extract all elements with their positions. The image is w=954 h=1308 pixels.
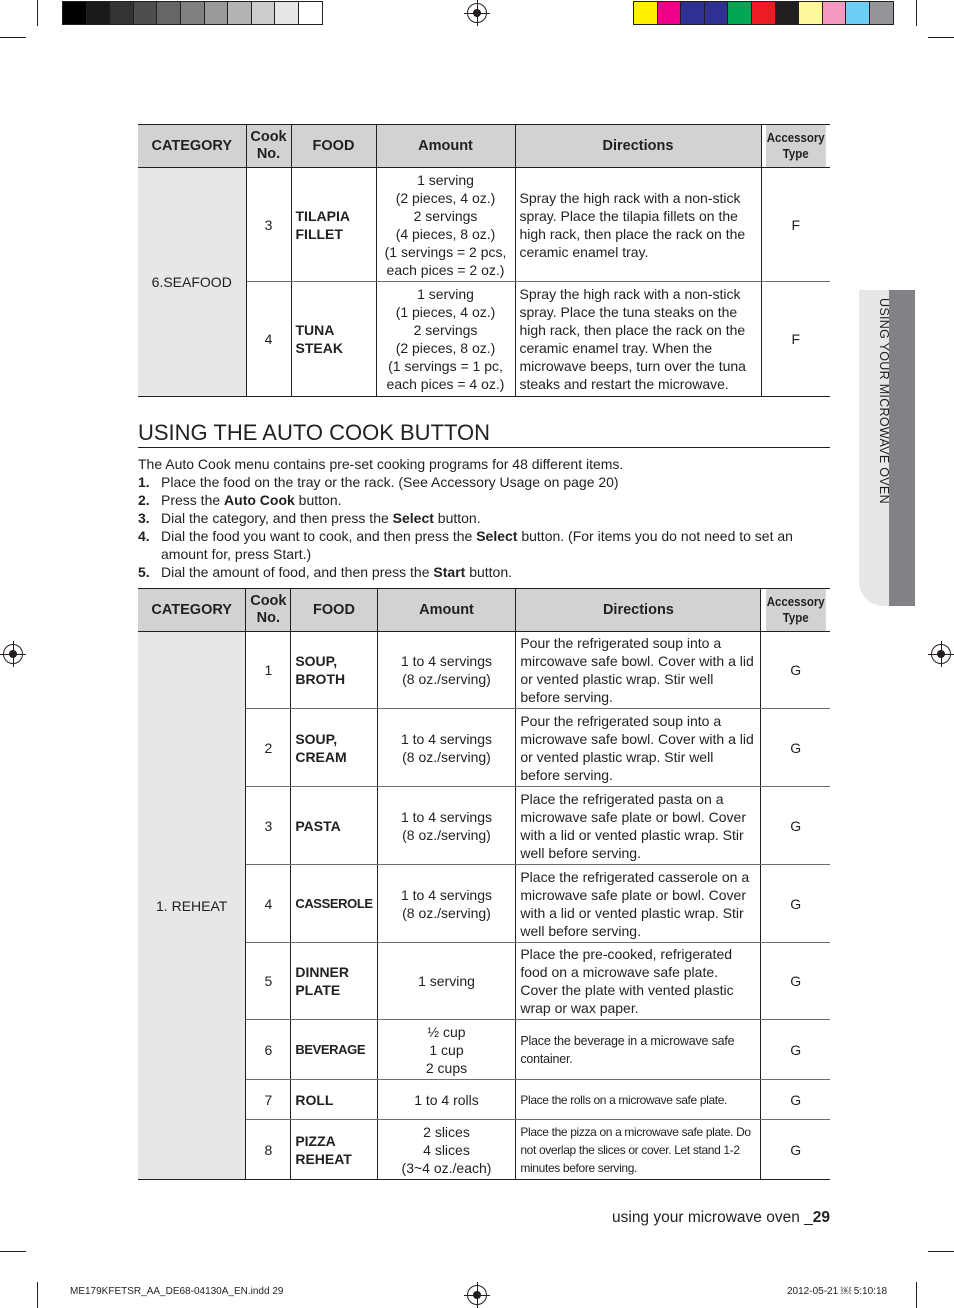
- directions-cell: Place the pre-cooked, refrigerated food on a microwave safe plate. Cover the plate with vented plastic wrap or wax paper.: [516, 943, 761, 1020]
- amount-cell: 2 slices 4 slices (3~4 oz./each): [377, 1120, 516, 1180]
- accessory-cell: G: [761, 943, 830, 1020]
- color-swatch: [87, 2, 111, 24]
- amount-cell: 1 serving: [377, 943, 516, 1020]
- registration-mark-icon: [467, 3, 487, 23]
- registration-mark-icon: [3, 644, 23, 664]
- color-swatch: [728, 2, 752, 24]
- directions-cell: Place the beverage in a microwave safe container.: [516, 1020, 761, 1080]
- directions-cell: Place the rolls on a microwave safe plate.: [516, 1080, 761, 1120]
- crop-mark: [37, 0, 38, 26]
- reheat-table: [138, 588, 830, 1180]
- registration-mark-icon: [467, 1285, 487, 1305]
- header-category: CATEGORY: [138, 589, 246, 632]
- section-title: USING THE AUTO COOK BUTTON: [138, 420, 830, 448]
- color-swatch: [228, 2, 252, 24]
- cook-no-cell: 7: [246, 1080, 291, 1120]
- cook-no-cell: 4: [246, 865, 291, 943]
- accessory-cell: G: [761, 1080, 830, 1120]
- color-swatch: [275, 2, 299, 24]
- side-tab-label: USING YOUR MICROWAVE OVEN: [877, 298, 891, 504]
- accessory-cell: G: [761, 632, 830, 709]
- side-tab-edge: [889, 290, 915, 606]
- cook-no-cell: 5: [246, 943, 291, 1020]
- amount-cell: 1 to 4 servings (8 oz./serving): [377, 632, 516, 709]
- food-cell: ROLL: [291, 1080, 377, 1120]
- crop-mark: [928, 37, 954, 38]
- color-swatch: [299, 2, 322, 24]
- crop-mark: [916, 1282, 917, 1308]
- step-number: 2.: [138, 492, 150, 508]
- step-bold-text: Start: [433, 564, 466, 580]
- directions-cell: Pour the refrigerated soup into a microwave safe bowl. Cover with a lid or vented plastic wrap. Stir well before serving.: [516, 709, 761, 787]
- food-cell: TUNA STEAK: [291, 282, 376, 397]
- accessory-cell: F: [761, 282, 830, 397]
- cook-no-cell: 2: [246, 709, 291, 787]
- accessory-cell: G: [761, 1020, 830, 1080]
- directions-cell: Spray the high rack with a non-stick spray. Place the tilapia fillets on the high rack, then place the rack on the ceramic enamel tray.: [515, 168, 761, 282]
- color-swatch: [705, 2, 729, 24]
- step-text: Place the food on the tray or the rack. (See Accessory Usage on page 20): [161, 474, 619, 490]
- category-cell: 1. REHEAT: [138, 632, 246, 1180]
- amount-cell: 1 to 4 servings (8 oz./serving): [377, 787, 516, 865]
- color-swatch: [181, 2, 205, 24]
- header-food: FOOD: [291, 589, 377, 632]
- table-header-row: [138, 589, 830, 632]
- food-cell: CASSEROLE: [291, 865, 377, 943]
- list-item: [138, 527, 830, 563]
- footer-label: using your microwave oven _: [612, 1209, 813, 1226]
- crop-mark: [0, 37, 26, 38]
- seafood-table: [138, 124, 830, 397]
- crop-mark: [0, 1251, 26, 1252]
- amount-cell: 1 serving (2 pieces, 4 oz.) 2 servings (4 pieces, 8 oz.) (1 servings = 2 pcs, each pices = 2 oz.): [376, 168, 515, 282]
- page-number: 29: [812, 1209, 830, 1226]
- color-swatch: [846, 2, 870, 24]
- accessory-cell: G: [761, 1120, 830, 1180]
- step-text: Press the: [161, 492, 225, 508]
- color-swatch: [157, 2, 181, 24]
- directions-cell: Place the refrigerated pasta on a microwave safe plate or bowl. Cover with a lid or vented plastic wrap. Stir well before serving.: [516, 787, 761, 865]
- color-swatch: [110, 2, 134, 24]
- food-cell: BEVERAGE: [291, 1020, 377, 1080]
- accessory-cell: G: [761, 787, 830, 865]
- step-text: button.: [465, 564, 513, 580]
- header-cook-no: Cook No.: [246, 125, 291, 168]
- registration-mark-icon: [931, 644, 951, 664]
- step-text: Dial the food you want to cook, and then press the: [161, 528, 477, 544]
- header-amount: Amount: [376, 125, 515, 168]
- step-number: 5.: [138, 564, 150, 580]
- color-swatch: [252, 2, 276, 24]
- food-cell: SOUP, CREAM: [291, 709, 377, 787]
- category-cell: 6.SEAFOOD: [138, 168, 246, 397]
- list-item: [138, 491, 830, 509]
- process-color-bar: [633, 1, 894, 25]
- food-cell: PASTA: [291, 787, 377, 865]
- step-number: 3.: [138, 510, 150, 526]
- header-cook-no: Cook No.: [246, 589, 291, 632]
- step-text: button. (For items you do not need to set an amount for, press Start.): [161, 528, 793, 562]
- cook-no-cell: 4: [246, 282, 291, 397]
- cook-no-cell: 3: [246, 168, 291, 282]
- color-swatch: [799, 2, 823, 24]
- food-cell: TILAPIA FILLET: [291, 168, 376, 282]
- cook-no-cell: 3: [246, 787, 291, 865]
- directions-cell: Pour the refrigerated soup into a mircowave safe bowl. Cover with a lid or vented plastic wrap. Stir well before serving.: [516, 632, 761, 709]
- header-accessory: Accessory Type: [765, 125, 826, 168]
- header-accessory: Accessory Type: [765, 589, 826, 632]
- header-directions: Directions: [515, 125, 761, 168]
- step-number: 1.: [138, 474, 150, 490]
- directions-cell: Spray the high rack with a non-stick spray. Place the tuna steaks on the high rack, then place the rack on the ceramic enamel tray. When the microwave beeps, turn over the tuna steaks and restart the microwave.: [515, 282, 761, 397]
- grayscale-color-bar: [62, 1, 323, 25]
- step-number: 4.: [138, 528, 150, 544]
- color-swatch: [776, 2, 800, 24]
- color-swatch: [634, 2, 658, 24]
- accessory-cell: G: [761, 709, 830, 787]
- directions-cell: Place the pizza on a microwave safe plate. Do not overlap the slices or cover. Let stand 1-2 minutes before serving.: [516, 1120, 761, 1180]
- chapter-side-tab: [859, 290, 915, 606]
- header-amount: Amount: [377, 589, 516, 632]
- color-swatch: [752, 2, 776, 24]
- slug-timestamp: 2012-05-21 ￼ 5:10:18: [787, 1286, 888, 1297]
- food-cell: PIZZA REHEAT: [291, 1120, 377, 1180]
- step-text: button.: [433, 510, 481, 526]
- list-item: [138, 509, 830, 527]
- color-swatch: [134, 2, 158, 24]
- step-bold-text: Select: [392, 510, 434, 526]
- table-row: [138, 632, 830, 709]
- crop-mark: [37, 1282, 38, 1308]
- color-swatch: [681, 2, 705, 24]
- step-text: Dial the category, and then press the: [161, 510, 393, 526]
- amount-cell: ½ cup 1 cup 2 cups: [377, 1020, 516, 1080]
- color-swatch: [63, 2, 87, 24]
- page-footer: [612, 1209, 830, 1227]
- list-item: [138, 563, 830, 581]
- amount-cell: 1 to 4 servings (8 oz./serving): [377, 865, 516, 943]
- header-directions: Directions: [516, 589, 761, 632]
- step-bold-text: Select: [476, 528, 518, 544]
- list-item: [138, 473, 830, 491]
- cook-no-cell: 1: [246, 632, 291, 709]
- header-category: CATEGORY: [138, 125, 246, 168]
- color-swatch: [205, 2, 229, 24]
- color-swatch: [870, 2, 893, 24]
- header-food: FOOD: [291, 125, 376, 168]
- accessory-cell: G: [761, 865, 830, 943]
- amount-cell: 1 serving (1 pieces, 4 oz.) 2 servings (2 pieces, 8 oz.) (1 servings = 1 pc, each pices = 4 oz.): [376, 282, 515, 397]
- amount-cell: 1 to 4 servings (8 oz./serving): [377, 709, 516, 787]
- cook-no-cell: 6: [246, 1020, 291, 1080]
- directions-cell: Place the refrigerated casserole on a microwave safe plate or bowl. Cover with a lid or vented plastic wrap. Stir well before serving.: [516, 865, 761, 943]
- color-swatch: [658, 2, 682, 24]
- step-text: button.: [294, 492, 342, 508]
- amount-cell: 1 to 4 rolls: [377, 1080, 516, 1120]
- color-swatch: [823, 2, 847, 24]
- steps-list: [138, 473, 830, 581]
- crop-mark: [928, 1251, 954, 1252]
- slug-filename: ME179KFETSR_AA_DE68-04130A_EN.indd 29: [70, 1286, 284, 1297]
- crop-mark: [916, 0, 917, 26]
- section-intro: The Auto Cook menu contains pre-set cooking programs for 48 different items.: [138, 456, 624, 472]
- step-bold-text: Auto Cook: [224, 492, 295, 508]
- food-cell: SOUP, BROTH: [291, 632, 377, 709]
- table-header-row: [138, 125, 830, 168]
- food-cell: DINNER PLATE: [291, 943, 377, 1020]
- step-text: Dial the amount of food, and then press the: [161, 564, 434, 580]
- cook-no-cell: 8: [246, 1120, 291, 1180]
- accessory-cell: F: [761, 168, 830, 282]
- table-row: [138, 168, 830, 282]
